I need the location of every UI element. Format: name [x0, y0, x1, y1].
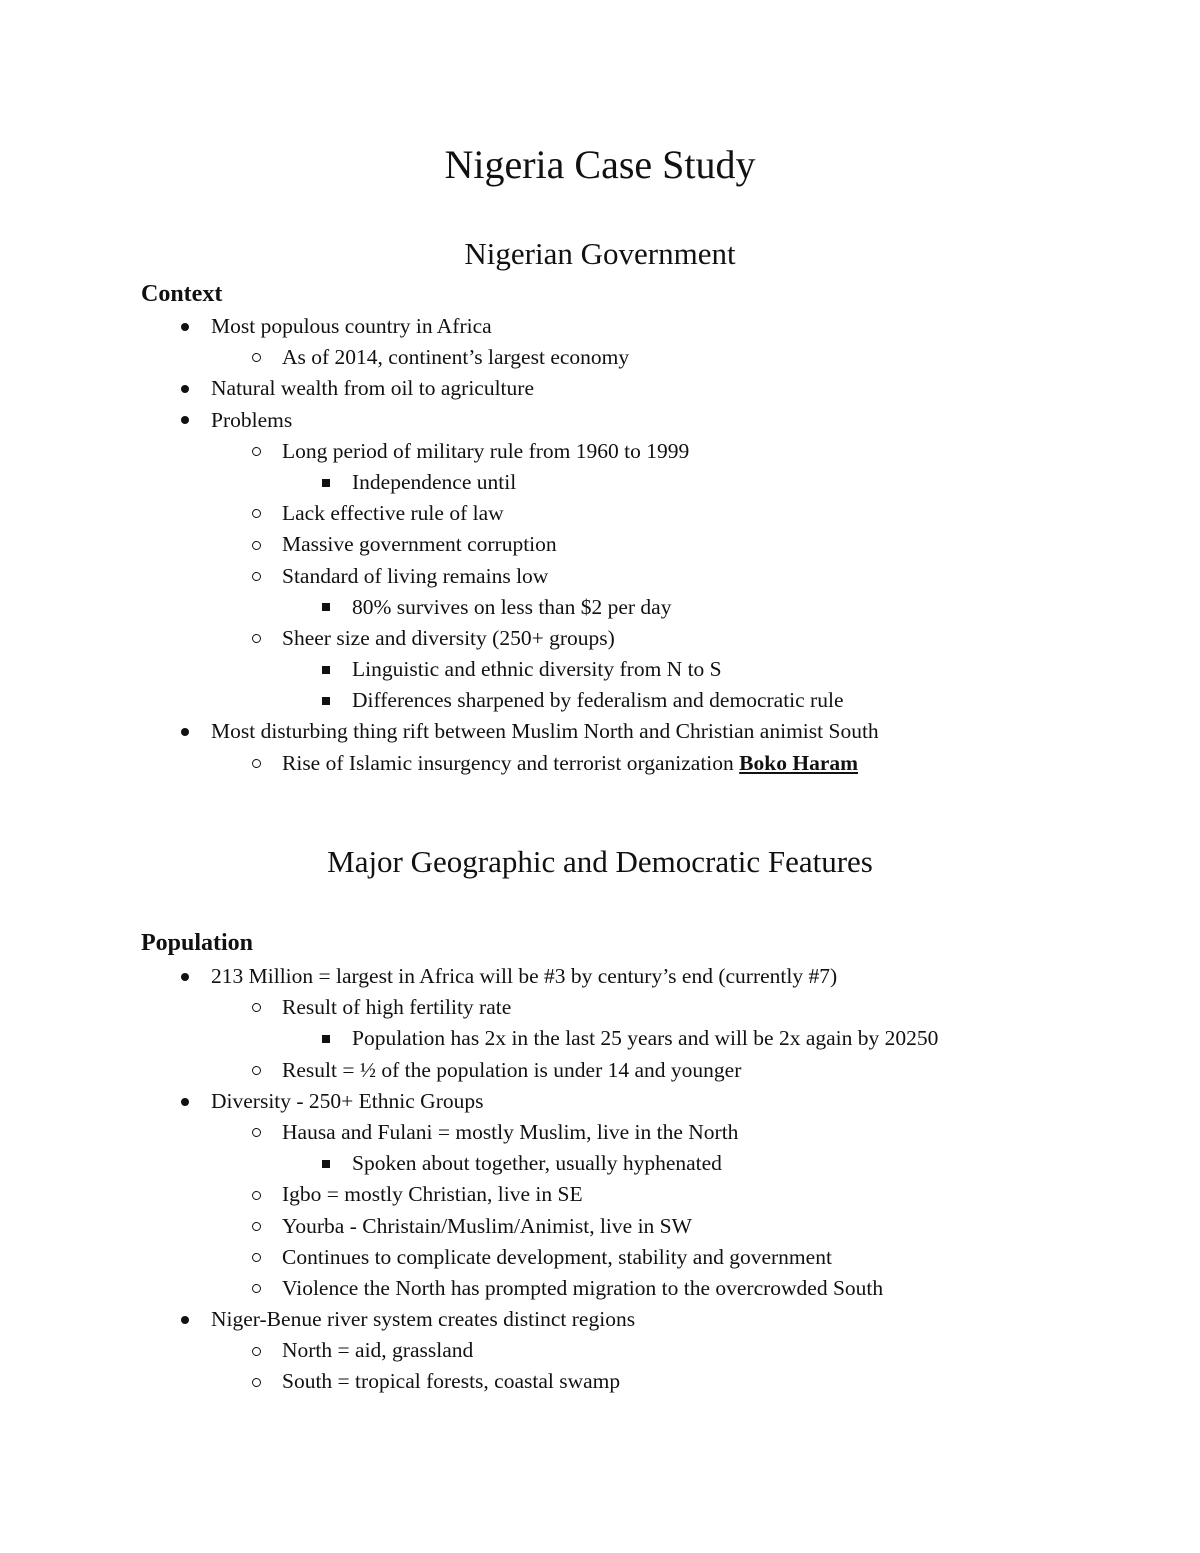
bullet-square-icon [316, 654, 336, 685]
list-item: Result of high fertility rate [0, 992, 1200, 1023]
bullet-circle-icon [246, 623, 266, 654]
list-item: Differences sharpened by federalism and democratic rule [0, 685, 1200, 716]
bullet-disc-icon [175, 373, 195, 404]
bullet-square-icon [316, 1148, 336, 1179]
list-item: Long period of military rule from 1960 to 1999 [0, 436, 1200, 467]
list-item: Population has 2x in the last 25 years and will be 2x again by 20250 [0, 1023, 1200, 1054]
list-item: As of 2014, continent’s largest economy [0, 342, 1200, 373]
list-item: Lack effective rule of law [0, 498, 1200, 529]
bullet-circle-icon [246, 992, 266, 1023]
section-heading-geography: Major Geographic and Democratic Features [327, 844, 873, 879]
subheading-context: Context [141, 281, 223, 307]
document-title: Nigeria Case Study [444, 142, 756, 187]
bullet-circle-icon [246, 1117, 266, 1148]
list-item: Independence until [0, 467, 1200, 498]
item-text: Rise of Islamic insurgency and terrorist organization [282, 750, 740, 775]
bullet-circle-icon [246, 529, 266, 560]
subheading-population: Population [141, 930, 254, 956]
list-item: Most disturbing thing rift between Muslim North and Christian animist South [0, 716, 1200, 747]
bullet-disc-icon [175, 1304, 195, 1335]
bullet-disc-icon [175, 1086, 195, 1117]
bullet-circle-icon [246, 1273, 266, 1304]
bullet-circle-icon [246, 1211, 266, 1242]
list-item: Massive government corruption [0, 529, 1200, 560]
list-item: Niger-Benue river system creates distinct regions [0, 1304, 1200, 1335]
list-item: Diversity - 250+ Ethnic Groups [0, 1086, 1200, 1117]
bullet-circle-icon [246, 561, 266, 592]
context-list [0, 311, 1200, 779]
list-item: North = aid, grassland [0, 1335, 1200, 1366]
list-item: Yourba - Christain/Muslim/Animist, live in SW [0, 1211, 1200, 1242]
section-heading-government: Nigerian Government [464, 236, 736, 271]
bullet-circle-icon [246, 1179, 266, 1210]
list-item: Linguistic and ethnic diversity from N to S [0, 654, 1200, 685]
bullet-circle-icon [246, 342, 266, 373]
list-item: Igbo = mostly Christian, live in SE [0, 1179, 1200, 1210]
boko-haram-term: Boko Haram [739, 750, 859, 775]
bullet-circle-icon [246, 498, 266, 529]
bullet-circle-icon [246, 436, 266, 467]
bullet-disc-icon [175, 405, 195, 436]
list-item: Standard of living remains low [0, 561, 1200, 592]
list-item: 213 Million = largest in Africa will be #3 by century’s end (currently #7) [0, 961, 1200, 992]
bullet-disc-icon [175, 311, 195, 342]
list-item: 80% survives on less than $2 per day [0, 592, 1200, 623]
bullet-circle-icon [246, 1366, 266, 1397]
list-item: Result = ½ of the population is under 14 and younger [0, 1055, 1200, 1086]
list-item: Violence the North has prompted migration to the overcrowded South [0, 1273, 1200, 1304]
list-item: Problems [0, 405, 1200, 436]
bullet-circle-icon [246, 1335, 266, 1366]
bullet-disc-icon [175, 716, 195, 747]
bullet-circle-icon [246, 1055, 266, 1086]
list-item: Continues to complicate development, stability and government [0, 1242, 1200, 1273]
population-list [0, 961, 1200, 1398]
list-item: Natural wealth from oil to agriculture [0, 373, 1200, 404]
bullet-square-icon [316, 467, 336, 498]
list-item: Sheer size and diversity (250+ groups) [0, 623, 1200, 654]
list-item: Most populous country in Africa [0, 311, 1200, 342]
list-item: South = tropical forests, coastal swamp [0, 1366, 1200, 1397]
bullet-disc-icon [175, 961, 195, 992]
bullet-square-icon [316, 1023, 336, 1054]
list-item [0, 748, 1200, 779]
bullet-square-icon [316, 592, 336, 623]
bullet-circle-icon [246, 1242, 266, 1273]
bullet-square-icon [316, 685, 336, 716]
list-item: Hausa and Fulani = mostly Muslim, live in the North [0, 1117, 1200, 1148]
list-item: Spoken about together, usually hyphenated [0, 1148, 1200, 1179]
bullet-circle-icon [246, 748, 266, 779]
